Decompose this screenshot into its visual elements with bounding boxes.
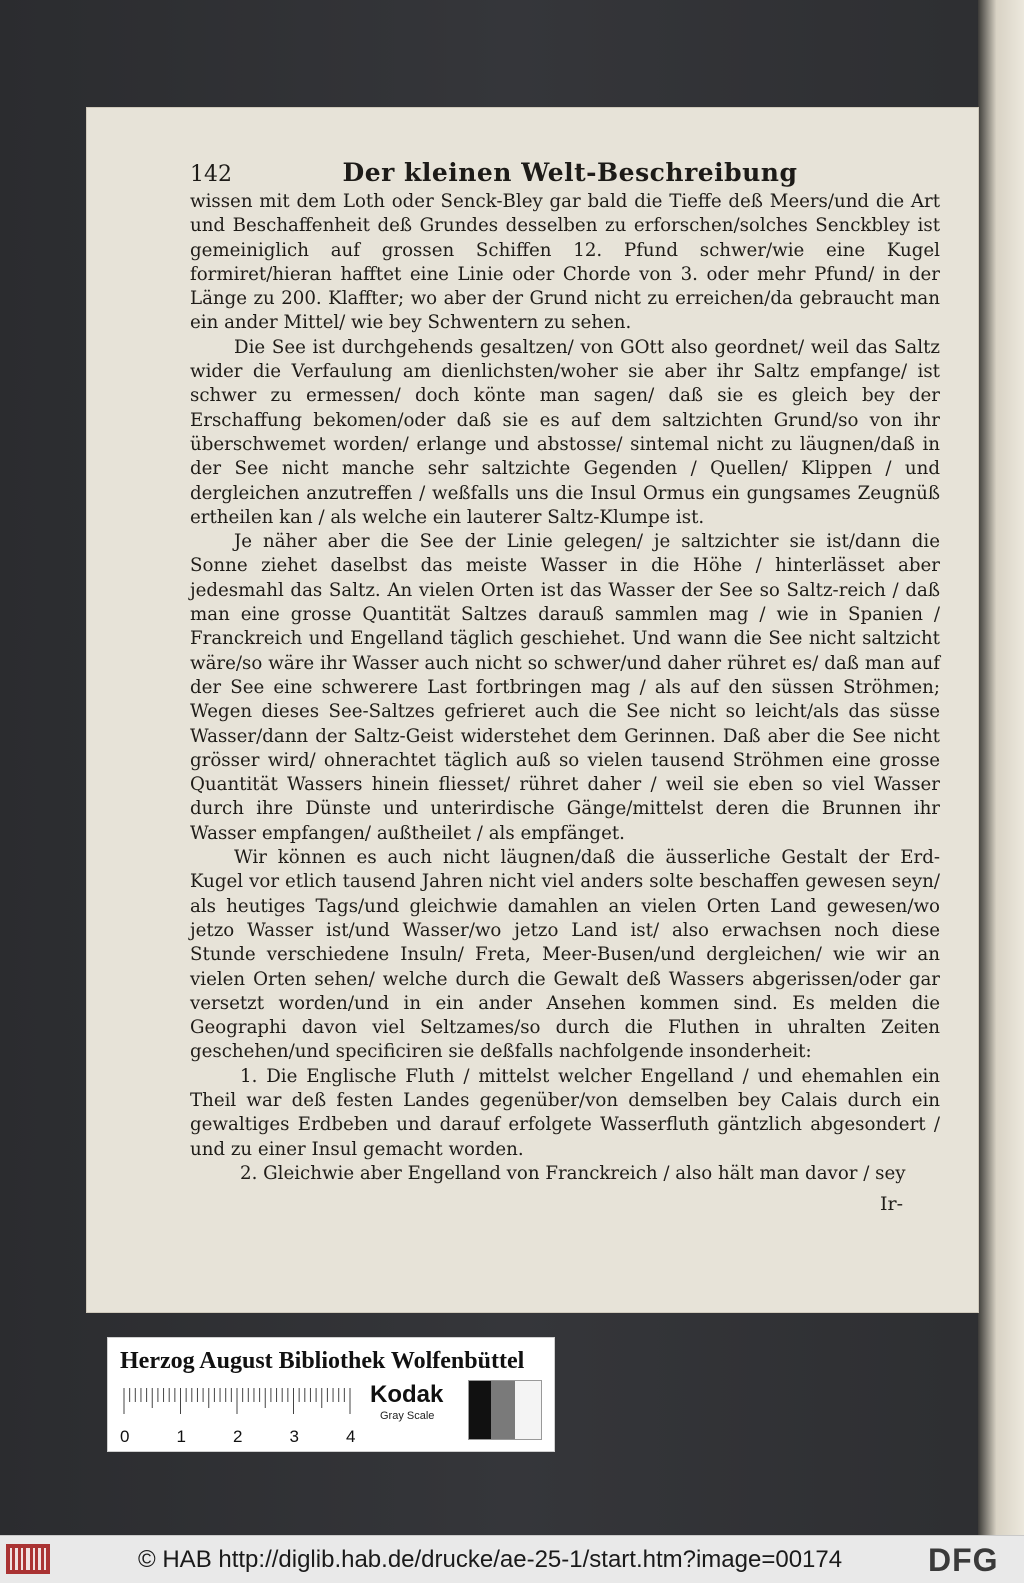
kodak-subtitle: Gray Scale: [380, 1410, 435, 1422]
footer-bar: [0, 1535, 1024, 1583]
dfg-logo: DFG: [928, 1542, 999, 1578]
library-label: Herzog August Bibliothek Wolfenbüttel: [120, 1348, 525, 1374]
page-number: 142: [190, 162, 232, 187]
gray-scale-swatches: [468, 1380, 542, 1440]
color-target-card: [107, 1337, 555, 1452]
paragraph-3: Je näher aber die See der Linie gelegen/ je saltzichter sie ist/dann die Sonne ziehet daselbst das meiste Wasser in die Höhe / hinterlässet aber jedesmahl das Saltz. An vielen Orten ist das Wasser der See so Saltz-reich / daß man eine grosse Quantität Saltzes darauß sammlen mag / wie in Spanien / Franckreich und Engelland täglich geschiehet. Und wann die See nicht saltzicht wäre/so wäre ihr Wasser auch nicht so schwer/und daher rühret es/ daß man auf der See eine schwerere Last fortbringen mag / als auf den süssen Ströhmen; Wegen dieses See-Saltzes gefrieret auch die See nicht so leicht/als das süsse Wasser/dann der Saltz-Geist widerstehet dem Gerinnen. Daß aber die See nicht grösser wird/ ohnerachtet täglich auß so vielen tausend Ströhmen eine grosse Quantität Wassers hinein fliesset/ rühret daher / weil sie eben so viel Wasser durch ihre Dünste und unterirdische Gänge/mittelst deren die Brunnen ihr Wasser empfangen/ außtheilet / als empfänget.: [190, 531, 940, 844]
catchword: Ir-: [880, 1193, 904, 1215]
page-text: [190, 190, 940, 1186]
book-edge: [978, 0, 1024, 1535]
ruler-number: 2: [233, 1427, 243, 1446]
paragraph-6: 2. Gleichwie aber Engelland von Franckreich / also hält man davor / sey: [240, 1162, 906, 1184]
ruler-number: 3: [289, 1427, 299, 1446]
ruler-number: 4: [346, 1427, 356, 1446]
swatch-white: [515, 1381, 541, 1439]
barcode-logo-icon: [6, 1544, 50, 1574]
swatch-gray: [491, 1381, 515, 1439]
paragraph-2: Die See ist durchgehends gesaltzen/ von GOtt also geordnet/ weil das Saltz wider die Verfaulung am dienlichsten/woher sie aber ihr Saltz empfange/ ist schwer zu ermessen/ doch könte man sagen/ daß sie es gleich bey der Erschaffung bekomen/oder daß sie es auf dem saltzichten Grund/so von ihr überschwemet worden/ erlange und abstosse/ sintemal nicht zu läugnen/daß in der See nicht manche sehr saltzichte Gegenden / Quellen/ Klippen / und dergleichen anzutreffen / weßfalls uns die Insul Ormus ein gungsames Zeugnüß ertheilen kan / als welche ein lauterer Saltz-Klumpe ist.: [190, 336, 940, 528]
ruler-number: 0: [120, 1427, 130, 1446]
footer-credit-link[interactable]: © HAB http://diglib.hab.de/drucke/ae-25-1/start.htm?image=00174: [138, 1546, 843, 1573]
paragraph-1: wissen mit dem Loth oder Senck-Bley gar bald die Tieffe deß Meers/und die Art und Beschaffenheit deß Grundes desselben zu erforschen/solches Senckbley ist gemeiniglich auf grossen Schiffen 12. Pfund schwer/wie eine Kugel formiret/hieran hafftet eine Linie oder Chorde von 3. oder mehr Pfund/ in der Länge zu 200. Klaffter; wo aber der Grund nicht zu erreichen/da gebraucht man ein ander Mittel/ wie bey Schwentern zu sehen.: [190, 191, 940, 334]
running-head: [190, 158, 950, 192]
ruler-scale: [120, 1386, 356, 1446]
ruler-number: 1: [176, 1427, 186, 1446]
running-title: Der kleinen Welt-Beschreibung: [342, 158, 798, 187]
paragraph-4: Wir können es auch nicht läugnen/daß die äusserliche Gestalt der Erd-Kugel vor etlich tausend Jahren nicht viel anders solte beschaffen gewesen seyn/ als heutiges Tags/und gleichwie damahlen an vielen Orten Land gewesen/wo jetzo Wasser ist/und Wasser/wo jetzo Land ist/ also erwachsen noch diese Stunde verschiedene Insuln/ Freta, Meer-Busen/und dergleichen/ wie wir an vielen Orten sehen/ welche durch die Gewalt deß Wassers abgerissen/oder gar versetzt worden/und in ein ander Ansehen kommen sind. Es melden die Geographi davon viel Seltzames/so durch die Fluthen in uhralten Zeiten geschehen/und specificiren sie deßfalls nachfolgende insonderheit:: [190, 847, 940, 1063]
paragraph-5: 1. Die Englische Fluth / mittelst welcher Engelland / und ehemahlen ein Theil war deß festen Landes gegenüber/von demselben bey Calais durch ein gewaltiges Erdbeben und darauf erfolgete Wasserfluth gäntzlich abgesondert / und zu einer Insul gemacht worden.: [190, 1065, 940, 1160]
swatch-black: [469, 1381, 491, 1439]
kodak-logo-text: Kodak: [370, 1381, 444, 1408]
